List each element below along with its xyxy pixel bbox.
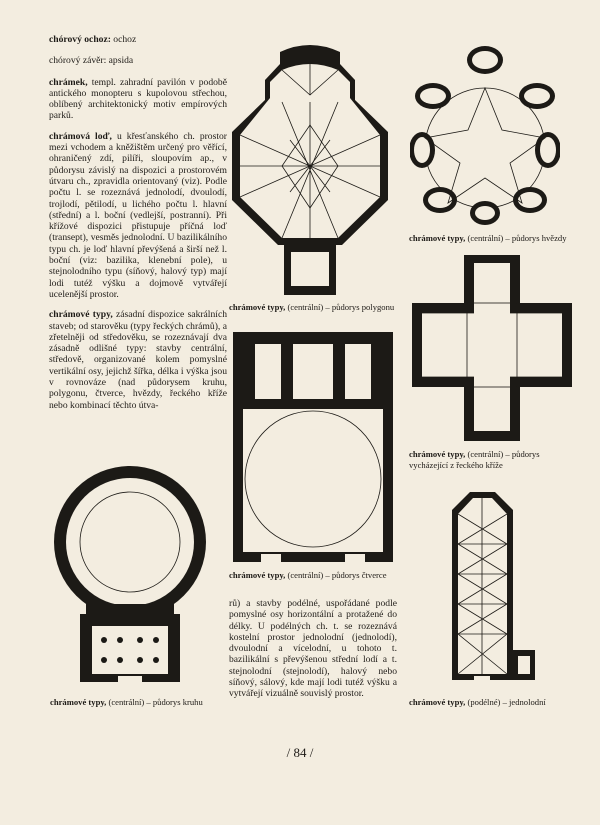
entry-head: chrámek, bbox=[49, 76, 88, 88]
star-plan-figure bbox=[410, 38, 560, 228]
caption-text: (centrální) – půdorys čtverce bbox=[285, 570, 387, 580]
caption-bold: chrámové typy, bbox=[50, 697, 107, 707]
entry-chorovy-zaver bbox=[49, 55, 227, 66]
caption-bold: chrámové typy, bbox=[409, 233, 466, 243]
entry-text: ochoz bbox=[110, 34, 137, 45]
caption-nave bbox=[409, 697, 579, 708]
polygon-plan-figure bbox=[230, 40, 390, 295]
entry-chorovy-ochoz bbox=[49, 34, 227, 45]
caption-star bbox=[409, 233, 579, 244]
circle-plan-figure bbox=[52, 464, 208, 686]
text-column bbox=[49, 34, 227, 420]
caption-bold: chrámové typy, bbox=[229, 570, 286, 580]
caption-cross bbox=[409, 449, 579, 471]
caption-polygon bbox=[229, 302, 399, 313]
entry-chramova-lod bbox=[49, 131, 227, 300]
caption-text: (podélné) – jednolodní bbox=[465, 697, 546, 707]
entry-head: chórový ochoz: bbox=[49, 34, 111, 45]
caption-bold: chrámové typy, bbox=[229, 302, 286, 312]
entry-text: chórový závěr: apsida bbox=[49, 55, 134, 67]
continuation-text: rů) a stavby podélné, uspořádané podle pomyslné osy horizontální a protažené do délky. U podélných ch. t. se rozeznává kostelní prostor jednolodní (jednolodí), dvoulodní a vícelodní, u tohoto t. bazilikální s převýšenou střední lodí a t. stejnolodní (stejnolodí), halový nebo síňový, sálový, kde mají lodi tutéž výšku a vytvářejí vizuálně souvislý prostor. bbox=[229, 598, 397, 700]
caption-bold: chrámové typy, bbox=[409, 697, 466, 707]
nave-plan-figure bbox=[440, 490, 540, 690]
entry-chramove-typy bbox=[49, 309, 227, 411]
entry-head: chrámové typy, bbox=[49, 309, 113, 321]
caption-text: (centrální) – půdorys kruhu bbox=[106, 697, 203, 707]
cross-plan-figure bbox=[412, 255, 572, 445]
caption-text: (centrální) – půdorys hvězdy bbox=[465, 233, 567, 243]
caption-circle bbox=[50, 697, 220, 708]
square-plan-figure bbox=[233, 332, 393, 562]
caption-text: (centrální) – půdorys polygonu bbox=[285, 302, 395, 312]
caption-bold: chrámové typy, bbox=[409, 449, 466, 459]
entry-text: templ. zahradní pavilón v podobě antického monopteru s kupolovou střechou, oblíbený architektonický motiv empírových parků. bbox=[49, 76, 227, 122]
caption-square bbox=[229, 570, 399, 581]
entry-text: zásadní dispozice sakrálních staveb; od starověku (typy řeckých chrámů), a zřetelněji od středověku, se rozeznávají dva zásadně odlišné typy: stavby centrální, středově, organizované kolem pomyslné vertikální osy, jejichž šířka, délka i výška jsou v rovnováze (nad půdorysem kruhu, polygonu, čtverce, hvězdy, řeckého kříže nebo kombinací těchto útva- bbox=[49, 309, 227, 411]
entry-chramek bbox=[49, 77, 227, 122]
entry-text: u křesťanského ch. prostor mezi vchodem a kněžištěm určený pro věřící, ohraničený zdí, pilíři, sloupovím ap., v půdorysu závislý na dispozici a prostorovém útvaru ch., zpravidla orientovaný (viz). Podle počtu l. se rozeznává jednolodí, dvoulodí, trojlodí, pětilodí, u lichého počtu l. hlavní (střední) a l. boční (vedlejší, postranní). Při křížové dispozici přistupuje příčná loď (transept), vesměs jednolodní. U bazilikálního typu ch. je loď hlavní převýšená a širší než l. boční (viz: bazilika, klenební pole), u stejnolodního typu (síňový, halový typ) mají lodi tutéž výšku a dojmově vytvářejí ucelenější prostor. bbox=[49, 130, 227, 300]
caption-text: (centrální) – půdorys vycházející z řeckého kříže bbox=[409, 449, 540, 470]
page-number: / 84 / bbox=[286, 745, 314, 760]
entry-head: chrámová loď, bbox=[49, 130, 112, 142]
